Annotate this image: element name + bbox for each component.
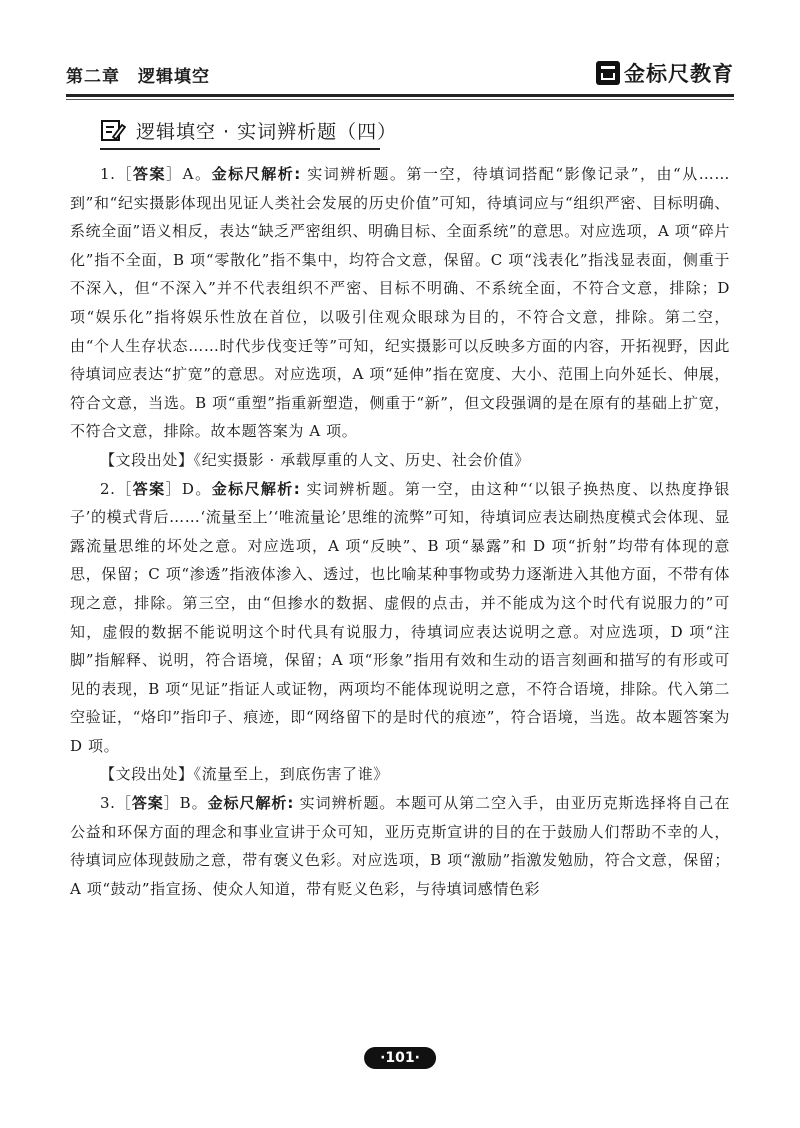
answer-2-source: 【文段出处】《流量至上，到底伤害了谁》 <box>100 765 389 784</box>
answer-1-source: 【文段出处】《纪实摄影 · 承载厚重的人文、历史、社会价值》 <box>100 450 530 469</box>
answer-number: 1.［ <box>100 165 133 183</box>
analysis-label: 金标尺解析: <box>211 479 301 498</box>
answer-label: 答案 <box>131 794 164 813</box>
answer-number: 2.［ <box>100 479 133 498</box>
analysis-text: 实词辨析题。本题可从第二空入手，由亚历克斯选择将自己在公益和环保方面的理念和事业宣讲于众可知，亚历克斯宣讲的目的在于鼓励人们帮助不幸的人，待填词应体现鼓励之意，带有褒义色彩。对应选项，B 项“激励”指激发勉励，符合文意，保留；A 项“鼓动”指宣扬、使众人知道，带有贬义色彩，与待填词感情色彩 <box>70 794 730 898</box>
section-underline <box>100 148 380 150</box>
answer-choice: ］B。 <box>163 794 208 813</box>
analysis-label: 金标尺解析: <box>207 794 294 813</box>
answer-label: 答案 <box>133 165 167 183</box>
answer-content <box>70 160 730 903</box>
answer-number: 3.［ <box>100 794 132 813</box>
answer-2 <box>70 475 730 761</box>
header-divider-thin <box>66 99 734 100</box>
brand-name: 金标尺教育 <box>624 62 734 86</box>
section-title: 逻辑填空 · 实词辨析题（四） <box>136 120 398 143</box>
section-heading <box>100 114 397 146</box>
header-divider <box>66 94 734 97</box>
chapter-title: 第二章 逻辑填空 <box>66 67 210 87</box>
answer-choice: ］A。 <box>166 165 212 183</box>
analysis-text: 实词辨析题。第一空，由这种“‘以银子换热度、以热度挣银子’的模式背后……‘流量至上’‘唯流量论’思维的流弊”可知，待填词应表达刷热度模式会体现、显露流量思维的坏处之意。对应选项，A 项“反映”、B 项“暴露”和 D 项“折射”均带有体现的意思，保留；C 项“渗透”指液体渗入、透过，也比喻某种事物或势力逐渐进入其他方面，不带有体现之意，排除。第三空，由“但掺水的数据、虚假的点击，并不能成为这个时代有说服力的”可知，虚假的数据不能说明这个时代具有说服力，待填词应表达说明之意。对应选项，D 项“注脚”指解释、说明，符合语境，保留；A 项“形象”指用有效和生动的语言刻画和描写的有形或可见的表现，B 项“见证”指证人或证物，两项均不能体现说明之意，不符合语境，排除。代入第二空验证，“烙印”指印子、痕迹，即“网络留下的是时代的痕迹”，符合语境，当选。故本题答案为 D 项。 <box>70 479 730 755</box>
analysis-text: 实词辨析题。第一空，待填词搭配“影像记录”，由“从……到”和“纪实摄影体现出见证人类社会发展的历史价值”可知，待填词应与“组织严密、目标明确、系统全面”语义相反，表达“缺乏严密组织、明确目标、全面系统”的意思。对应选项，A 项“碎片化”指不全面，B 项“零散化”指不集中，均符合文意，保留。C 项“浅表化”指浅显表面，侧重于不深入，但“不深入”并不代表组织不严密、目标不明确、不系统全面，不符合文意，排除；D 项“娱乐化”指将娱乐性放在首位，以吸引住观众眼球为目的，不符合文意，排除。第二空，由“个人生存状态……时代步伐变迁等”可知，纪实摄影可以反映多方面的内容，开拓视野，因此待填词应表达“扩宽”的意思。对应选项，A 项“延伸”指在宽度、大小、范围上向外延长、伸展，符合文意，当选。B 项“重塑”指重新塑造，侧重于“新”，但文段强调的是在原有的基础上扩宽，不符合文意，排除。故本题答案为 A 项。 <box>70 165 730 441</box>
brand-logo <box>596 58 734 88</box>
answer-1 <box>70 160 730 446</box>
page-header <box>66 58 734 90</box>
brand-logo-icon <box>596 61 620 85</box>
page-number: ·101· <box>364 1047 436 1069</box>
answer-label: 答案 <box>132 479 166 498</box>
notepad-pencil-icon <box>100 117 126 143</box>
analysis-label: 金标尺解析: <box>211 165 301 183</box>
answer-choice: ］D。 <box>165 479 212 498</box>
answer-3 <box>70 789 730 903</box>
